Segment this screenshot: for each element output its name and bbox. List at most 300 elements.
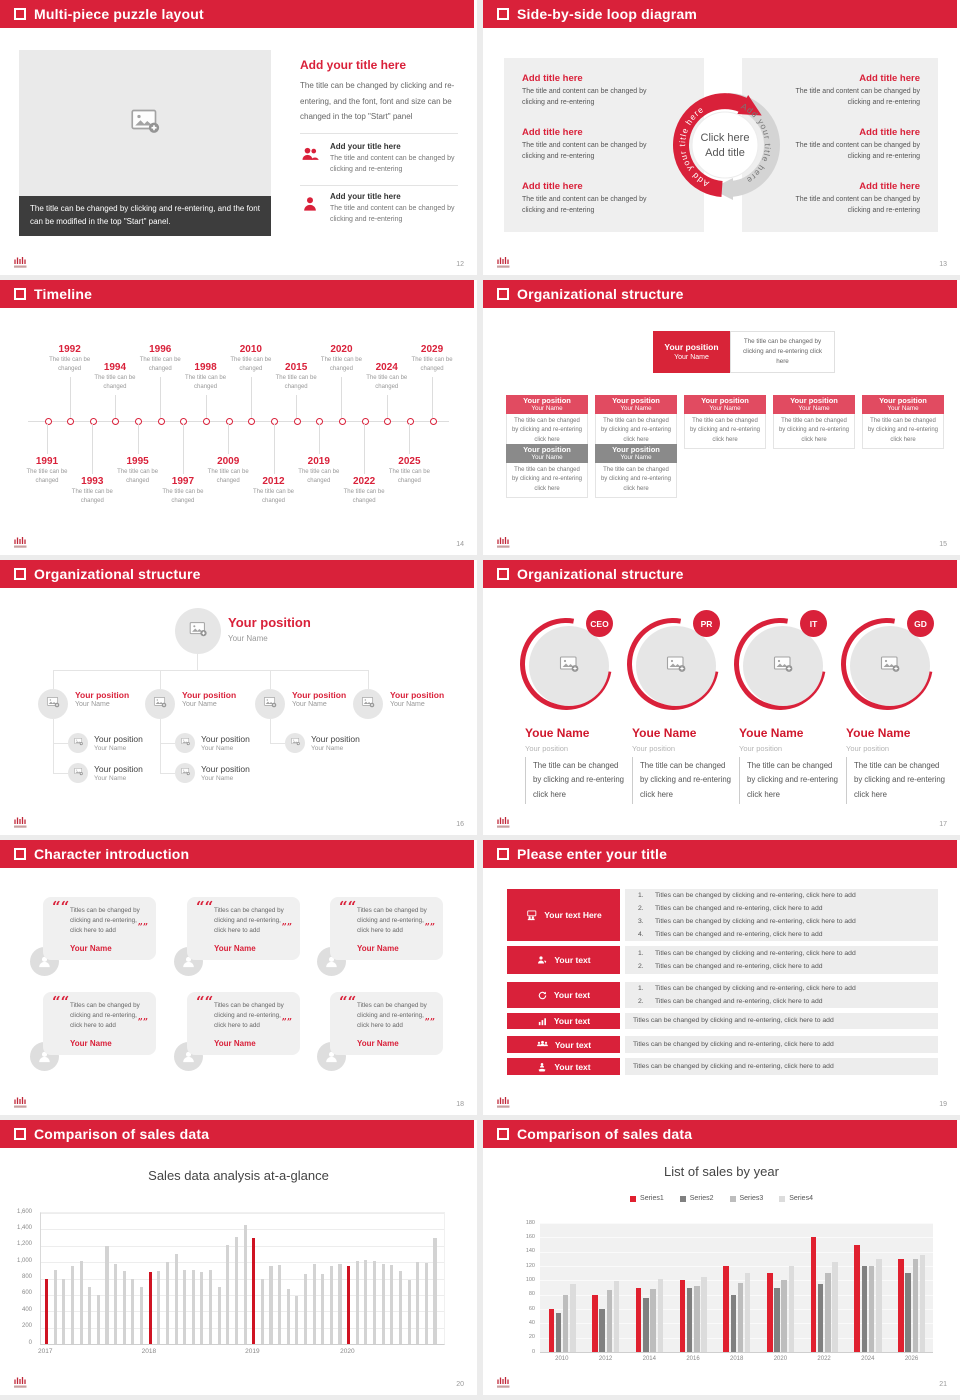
org-card-header [595, 395, 677, 414]
timeline-caption: The title can be changed [320, 357, 362, 372]
timeline-stem [251, 377, 252, 418]
org-card [506, 395, 588, 449]
member-position: Your position [632, 744, 676, 753]
member-position: Your position [525, 744, 569, 753]
image-placeholder-icon [73, 734, 84, 752]
avatar [175, 733, 195, 753]
user-icon [300, 192, 320, 225]
timeline-year: 2010 [239, 344, 262, 355]
y-axis-label: 800 [21, 1274, 32, 1280]
divider [300, 133, 458, 134]
bar-chart-icon [537, 1016, 548, 1027]
timeline-caption: The title can be changed [275, 375, 317, 390]
chart-plot-area [540, 1223, 933, 1353]
timeline-stem [228, 424, 229, 454]
member-desc: The title can be changed by clicking and re-entering click here [632, 757, 735, 804]
text-panel [625, 1058, 938, 1075]
org-card-position: Your position [612, 396, 660, 406]
divider [300, 185, 458, 186]
close-quote-icon [282, 923, 292, 933]
y-axis-label: 1,200 [16, 1241, 32, 1248]
y-axis-label: 600 [21, 1290, 32, 1297]
bar [913, 1259, 919, 1352]
org-root-name: Your Name [228, 634, 268, 643]
connector-line [53, 670, 54, 689]
loop-item-text: The title and content can be changed by clicking and re-entering [795, 196, 920, 215]
connector-line [197, 654, 198, 670]
avatar [68, 763, 88, 783]
bar [636, 1288, 642, 1353]
org-sub-position: Your position [201, 764, 250, 774]
bar [252, 1238, 255, 1344]
square-bullet-icon [14, 8, 26, 20]
square-bullet-icon [497, 1128, 509, 1140]
list-number: 2. [638, 963, 644, 970]
timeline-stem [183, 424, 184, 474]
page-number: 20 [456, 1381, 464, 1388]
list-line [633, 1014, 930, 1027]
list-line [633, 995, 930, 1008]
connector-line [270, 719, 271, 743]
bar [876, 1259, 882, 1352]
image-placeholder-icon [152, 694, 168, 715]
loop-item [792, 181, 920, 217]
character-name: Your Name [357, 1039, 399, 1048]
timeline-stem [115, 395, 116, 418]
loop-item-heading: Add title here [859, 127, 920, 139]
feature-title: Add your title here [330, 192, 401, 201]
quote-text: Titles can be changed by clicking and re-entering, click here to add [214, 907, 284, 935]
square-bullet-icon [497, 8, 509, 20]
org-card-name: Your Name [531, 454, 563, 462]
loop-item-heading: Add title here [522, 73, 583, 84]
bar [157, 1271, 160, 1344]
loop-item-text: The title and content can be changed by clicking and re-entering [522, 88, 647, 106]
slide-18-character-introduction[interactable] [0, 840, 477, 1115]
loop-diagram [650, 70, 800, 220]
bar [149, 1272, 152, 1344]
bar [818, 1284, 824, 1352]
org-card-position: Your position [523, 396, 571, 406]
loop-arc-right-label: Add your title here [739, 100, 773, 187]
feature-text [330, 192, 458, 225]
chart-plot-area [40, 1212, 445, 1345]
y-axis-label: 1,000 [16, 1257, 32, 1264]
org-card-body: The title can be changed by clicking and re-entering click here [595, 463, 677, 498]
loop-center-line1: Click here [700, 132, 750, 144]
org-branch-name: Your Name [75, 701, 110, 708]
timeline-caption: The title can be changed [71, 489, 113, 504]
bar [738, 1283, 744, 1353]
list-text: Titles can be changed by clicking and re-entering, click here to add [633, 1040, 834, 1048]
timeline-stem [296, 395, 297, 418]
legend-swatch [779, 1196, 785, 1202]
slide-17-organizational-structure[interactable] [483, 560, 960, 835]
x-axis-label: 2022 [817, 1356, 831, 1362]
list-text: Titles can be changed and re-entering, click here to add [655, 963, 823, 970]
text-panel [625, 982, 938, 1008]
feature-title: Add your title here [330, 142, 401, 151]
connector-line [53, 773, 68, 774]
timeline-dot [271, 418, 278, 425]
bar [811, 1237, 817, 1352]
timeline-year: 2019 [307, 456, 330, 467]
timeline-dot [316, 418, 323, 425]
open-quote-icon [196, 995, 213, 1010]
slide-title-bar [0, 0, 474, 28]
slide-15-organizational-structure[interactable] [483, 280, 960, 555]
avatar [636, 626, 716, 706]
org-branch-position: Your position [182, 690, 237, 700]
list-text: Titles can be changed by clicking and re-entering, click here to add [633, 1062, 834, 1070]
bar [62, 1279, 65, 1345]
text-button-label: Your text [554, 955, 591, 965]
page-number: 21 [939, 1381, 947, 1388]
bar [114, 1264, 117, 1344]
org-sub-position: Your position [311, 734, 360, 744]
avatar [850, 626, 930, 706]
brand-logo [13, 256, 29, 269]
org-card-position: Your position [701, 396, 749, 406]
slide-14-timeline[interactable] [0, 280, 477, 555]
character-name: Your Name [70, 1039, 112, 1048]
text-panel [625, 946, 938, 974]
legend-label: Series4 [789, 1195, 813, 1202]
character-card [330, 992, 443, 1055]
bar [226, 1245, 229, 1344]
org-card-name: Your Name [709, 405, 741, 413]
org-card-body: The title can be changed by clicking and re-entering click here [506, 463, 588, 498]
character-card [43, 992, 156, 1055]
org-card-position: Your position [879, 396, 927, 406]
y-axis-label: 120 [525, 1262, 535, 1269]
bar [54, 1270, 57, 1344]
timeline-year: 2024 [375, 362, 398, 373]
legend-item [779, 1195, 813, 1202]
open-quote-icon [52, 900, 69, 915]
image-placeholder-icon [180, 764, 191, 782]
timeline-year: 2025 [398, 456, 421, 467]
y-axis-label: 140 [525, 1248, 535, 1255]
loop-item-heading: Add title here [859, 73, 920, 84]
users-group-icon [536, 1038, 549, 1051]
org-root-note: The title can be changed by clicking and re-entering click here [730, 331, 835, 373]
list-number: 4. [638, 931, 644, 939]
image-placeholder-icon [187, 618, 209, 645]
character-name: Your Name [214, 944, 256, 953]
image-placeholder-icon [262, 694, 278, 715]
bar [570, 1284, 576, 1352]
org-sub-position: Your position [94, 764, 143, 774]
timeline-caption: The title can be changed [411, 357, 453, 372]
character-card [330, 897, 443, 960]
close-quote-icon [138, 1018, 148, 1028]
avatar [353, 689, 383, 719]
member-badge: PR [693, 610, 720, 637]
y-axis-label: 20 [528, 1334, 535, 1341]
y-axis-label: 40 [528, 1319, 535, 1326]
brand-logo [13, 1376, 29, 1389]
feature-item [300, 192, 458, 225]
text-button [507, 1013, 620, 1029]
bar [854, 1245, 860, 1353]
legend-swatch [680, 1196, 686, 1202]
page-number: 14 [456, 541, 464, 548]
timeline-dot [45, 418, 52, 425]
org-branch-name: Your Name [390, 701, 425, 708]
bar [269, 1266, 272, 1344]
slide-title: Comparison of sales data [517, 1126, 693, 1142]
slide-title-bar [483, 280, 957, 308]
bar [183, 1270, 186, 1344]
list-line [633, 889, 930, 902]
connector-line [53, 719, 54, 773]
gridline [540, 1237, 933, 1238]
brand-logo [496, 256, 512, 269]
slide-title-bar [0, 560, 474, 588]
text-button-label: Your text [554, 1061, 591, 1072]
list-text: Titles can be changed by clicking and re-entering, click here to add [655, 984, 856, 992]
list-number: 1. [638, 891, 644, 899]
legend-swatch [630, 1196, 636, 1202]
avatar [145, 689, 175, 719]
timeline-year: 1996 [149, 344, 172, 355]
slide-title: Timeline [34, 286, 93, 302]
timeline-stem [160, 377, 161, 418]
text-button [507, 1036, 620, 1053]
x-axis-label: 2018 [141, 1348, 157, 1355]
connector-line [270, 670, 271, 689]
bar [88, 1287, 91, 1344]
org-branch-position: Your position [390, 690, 445, 700]
timeline-dot [407, 418, 414, 425]
text-button-label: Your text [553, 1016, 591, 1026]
org-card-name: Your Name [620, 454, 652, 462]
bar [563, 1295, 569, 1352]
member-name: Youe Name [632, 726, 697, 740]
member-name: Youe Name [739, 726, 804, 740]
bar [869, 1266, 875, 1352]
bar [218, 1287, 221, 1344]
y-axis-label: 160 [525, 1233, 535, 1240]
bar [694, 1286, 700, 1352]
character-card [43, 897, 156, 960]
bar [330, 1266, 333, 1344]
bar [373, 1261, 376, 1345]
y-axis-label: 0 [28, 1339, 32, 1346]
section-heading: Add your title here [300, 58, 407, 72]
bar [723, 1266, 729, 1352]
member-name: Youe Name [525, 726, 590, 740]
close-quote-icon [425, 1018, 435, 1028]
bar [898, 1259, 904, 1352]
avatar [529, 626, 609, 706]
brand-logo [496, 536, 512, 549]
y-axis-label: 400 [21, 1306, 32, 1313]
timeline-year: 1998 [194, 362, 217, 373]
open-quote-icon [339, 995, 356, 1010]
list-line [633, 928, 930, 941]
close-quote-icon [425, 923, 435, 933]
timeline-dot [90, 418, 97, 425]
page-number: 19 [939, 1101, 947, 1108]
bar [425, 1263, 428, 1344]
y-axis-label: 1,400 [16, 1224, 32, 1231]
org-card [773, 395, 855, 449]
x-axis-label: 2019 [245, 1348, 260, 1355]
section-body: The title can be changed by clicking and re-entering, and the font, font and size can be changed in the top "Start" panel [300, 81, 455, 122]
timeline-stem [47, 424, 48, 454]
org-branch-position: Your position [292, 690, 347, 700]
bar [278, 1265, 281, 1344]
bar [200, 1272, 203, 1344]
org-branch-name: Your Name [182, 701, 217, 708]
timeline-stem [206, 395, 207, 418]
gridline [540, 1252, 933, 1253]
bar [592, 1295, 598, 1352]
org-sub-name: Your Name [201, 745, 234, 752]
org-root-card [653, 331, 730, 373]
timeline-caption: The title can be changed [343, 489, 385, 504]
list-text: Titles can be changed by clicking and re-entering, click here to add [655, 949, 856, 957]
slide-title: Please enter your title [517, 846, 668, 862]
timeline-stem [387, 395, 388, 418]
list-line [633, 1060, 930, 1073]
loop-item-heading: Add title here [859, 181, 920, 193]
avatar [743, 626, 823, 706]
bar [364, 1260, 367, 1344]
bar [261, 1279, 264, 1345]
list-text: Titles can be changed and re-entering, click here to add [655, 904, 823, 912]
list-text: Titles can be changed by clicking and re-entering, click here to add [655, 891, 856, 899]
gridline [41, 1246, 444, 1247]
timeline-dot [248, 418, 255, 425]
timeline-caption: The title can be changed [207, 469, 249, 484]
character-card [187, 897, 300, 960]
avatar [68, 733, 88, 753]
slide-16-organizational-structure[interactable] [0, 560, 477, 835]
list-line [633, 915, 930, 928]
org-card-header [684, 395, 766, 414]
timeline-year: 1995 [126, 456, 149, 467]
bar [192, 1270, 195, 1344]
org-card-body: The title can be changed by clicking and re-entering click here [862, 414, 944, 449]
bar [905, 1273, 911, 1352]
legend-swatch [730, 1196, 736, 1202]
legend-item [630, 1195, 664, 1202]
square-bullet-icon [497, 288, 509, 300]
slide-20-comparison-of-sales-data[interactable] [0, 1120, 477, 1395]
member-badge: IT [800, 610, 827, 637]
org-card-name: Your Name [887, 405, 919, 413]
timeline-year: 1997 [171, 476, 195, 487]
bar [556, 1313, 562, 1352]
org-card-position: Your position [612, 445, 660, 455]
connector-line [160, 743, 175, 744]
character-name: Your Name [214, 1039, 256, 1048]
member-desc: The title can be changed by clicking and re-entering click here [739, 757, 842, 804]
gridline [41, 1213, 444, 1214]
bar [862, 1266, 868, 1352]
x-axis-label: 2016 [686, 1356, 700, 1362]
loop-item-heading: Add title here [522, 181, 583, 193]
slide-21-comparison-of-sales-data[interactable] [483, 1120, 960, 1395]
gridline [540, 1223, 933, 1224]
text-button-label: Your text [553, 990, 591, 1000]
timeline-year: 2020 [330, 344, 353, 355]
timeline-caption: The title can be changed [26, 469, 68, 484]
x-axis-label: 2024 [861, 1356, 875, 1362]
timeline-caption: The title can be changed [49, 357, 91, 372]
slide-13-loop-diagram[interactable] [483, 0, 960, 275]
bar [80, 1261, 83, 1345]
brand-logo [496, 1096, 512, 1109]
connector-line [368, 670, 369, 689]
bar [614, 1281, 620, 1352]
text-button [507, 1058, 620, 1075]
timeline-year: 2012 [262, 476, 285, 487]
text-button-label: Your text Here [544, 910, 602, 920]
x-axis-label: 2020 [773, 1356, 788, 1362]
org-sub-name: Your Name [311, 745, 344, 752]
timeline-dot [67, 418, 74, 425]
y-axis-label: 0 [531, 1348, 535, 1355]
slide-12-multi-piece-puzzle-layout[interactable] [0, 0, 477, 275]
timeline-dot [226, 418, 233, 425]
user-edit-icon [536, 954, 548, 966]
connector-line [160, 670, 161, 689]
y-axis-label: 60 [528, 1305, 535, 1312]
bar [832, 1262, 838, 1352]
bar [745, 1273, 751, 1352]
bar [781, 1280, 787, 1352]
brand-logo [496, 1376, 512, 1389]
page-number: 13 [939, 261, 947, 268]
timeline-dot [430, 418, 437, 425]
x-axis-label: 2014 [642, 1356, 656, 1362]
avatar [285, 733, 305, 753]
bar [680, 1280, 686, 1352]
org-root-position: Your position [664, 341, 719, 352]
bar [658, 1279, 664, 1352]
character-name: Your Name [70, 944, 112, 953]
loop-item [792, 127, 920, 163]
connector-line [160, 719, 161, 773]
presentation-icon [525, 909, 538, 922]
list-number: 2. [638, 904, 644, 912]
legend-label: Series2 [689, 1195, 714, 1202]
quote-text: Titles can be changed by clicking and re-entering, click here to add [214, 1002, 284, 1030]
close-quote-icon [138, 923, 148, 933]
slide-19-please-enter-your-title[interactable] [483, 840, 960, 1115]
avatar [255, 689, 285, 719]
org-branch-name: Your Name [292, 701, 327, 708]
users-icon [300, 142, 320, 175]
y-axis-label: 200 [21, 1323, 32, 1330]
connector-line [53, 670, 368, 671]
list-text: Titles can be changed and re-entering, click here to add [655, 931, 823, 939]
image-placeholder-icon [771, 652, 795, 681]
org-card-name: Your Name [620, 405, 652, 413]
timeline-caption: The title can be changed [162, 489, 204, 504]
feature-item [300, 142, 458, 175]
timeline-dot [294, 418, 301, 425]
bar [131, 1279, 134, 1344]
connector-line [160, 773, 175, 774]
timeline-caption: The title can be changed [94, 375, 136, 390]
speaker-icon [536, 1061, 548, 1073]
bar [687, 1288, 693, 1353]
